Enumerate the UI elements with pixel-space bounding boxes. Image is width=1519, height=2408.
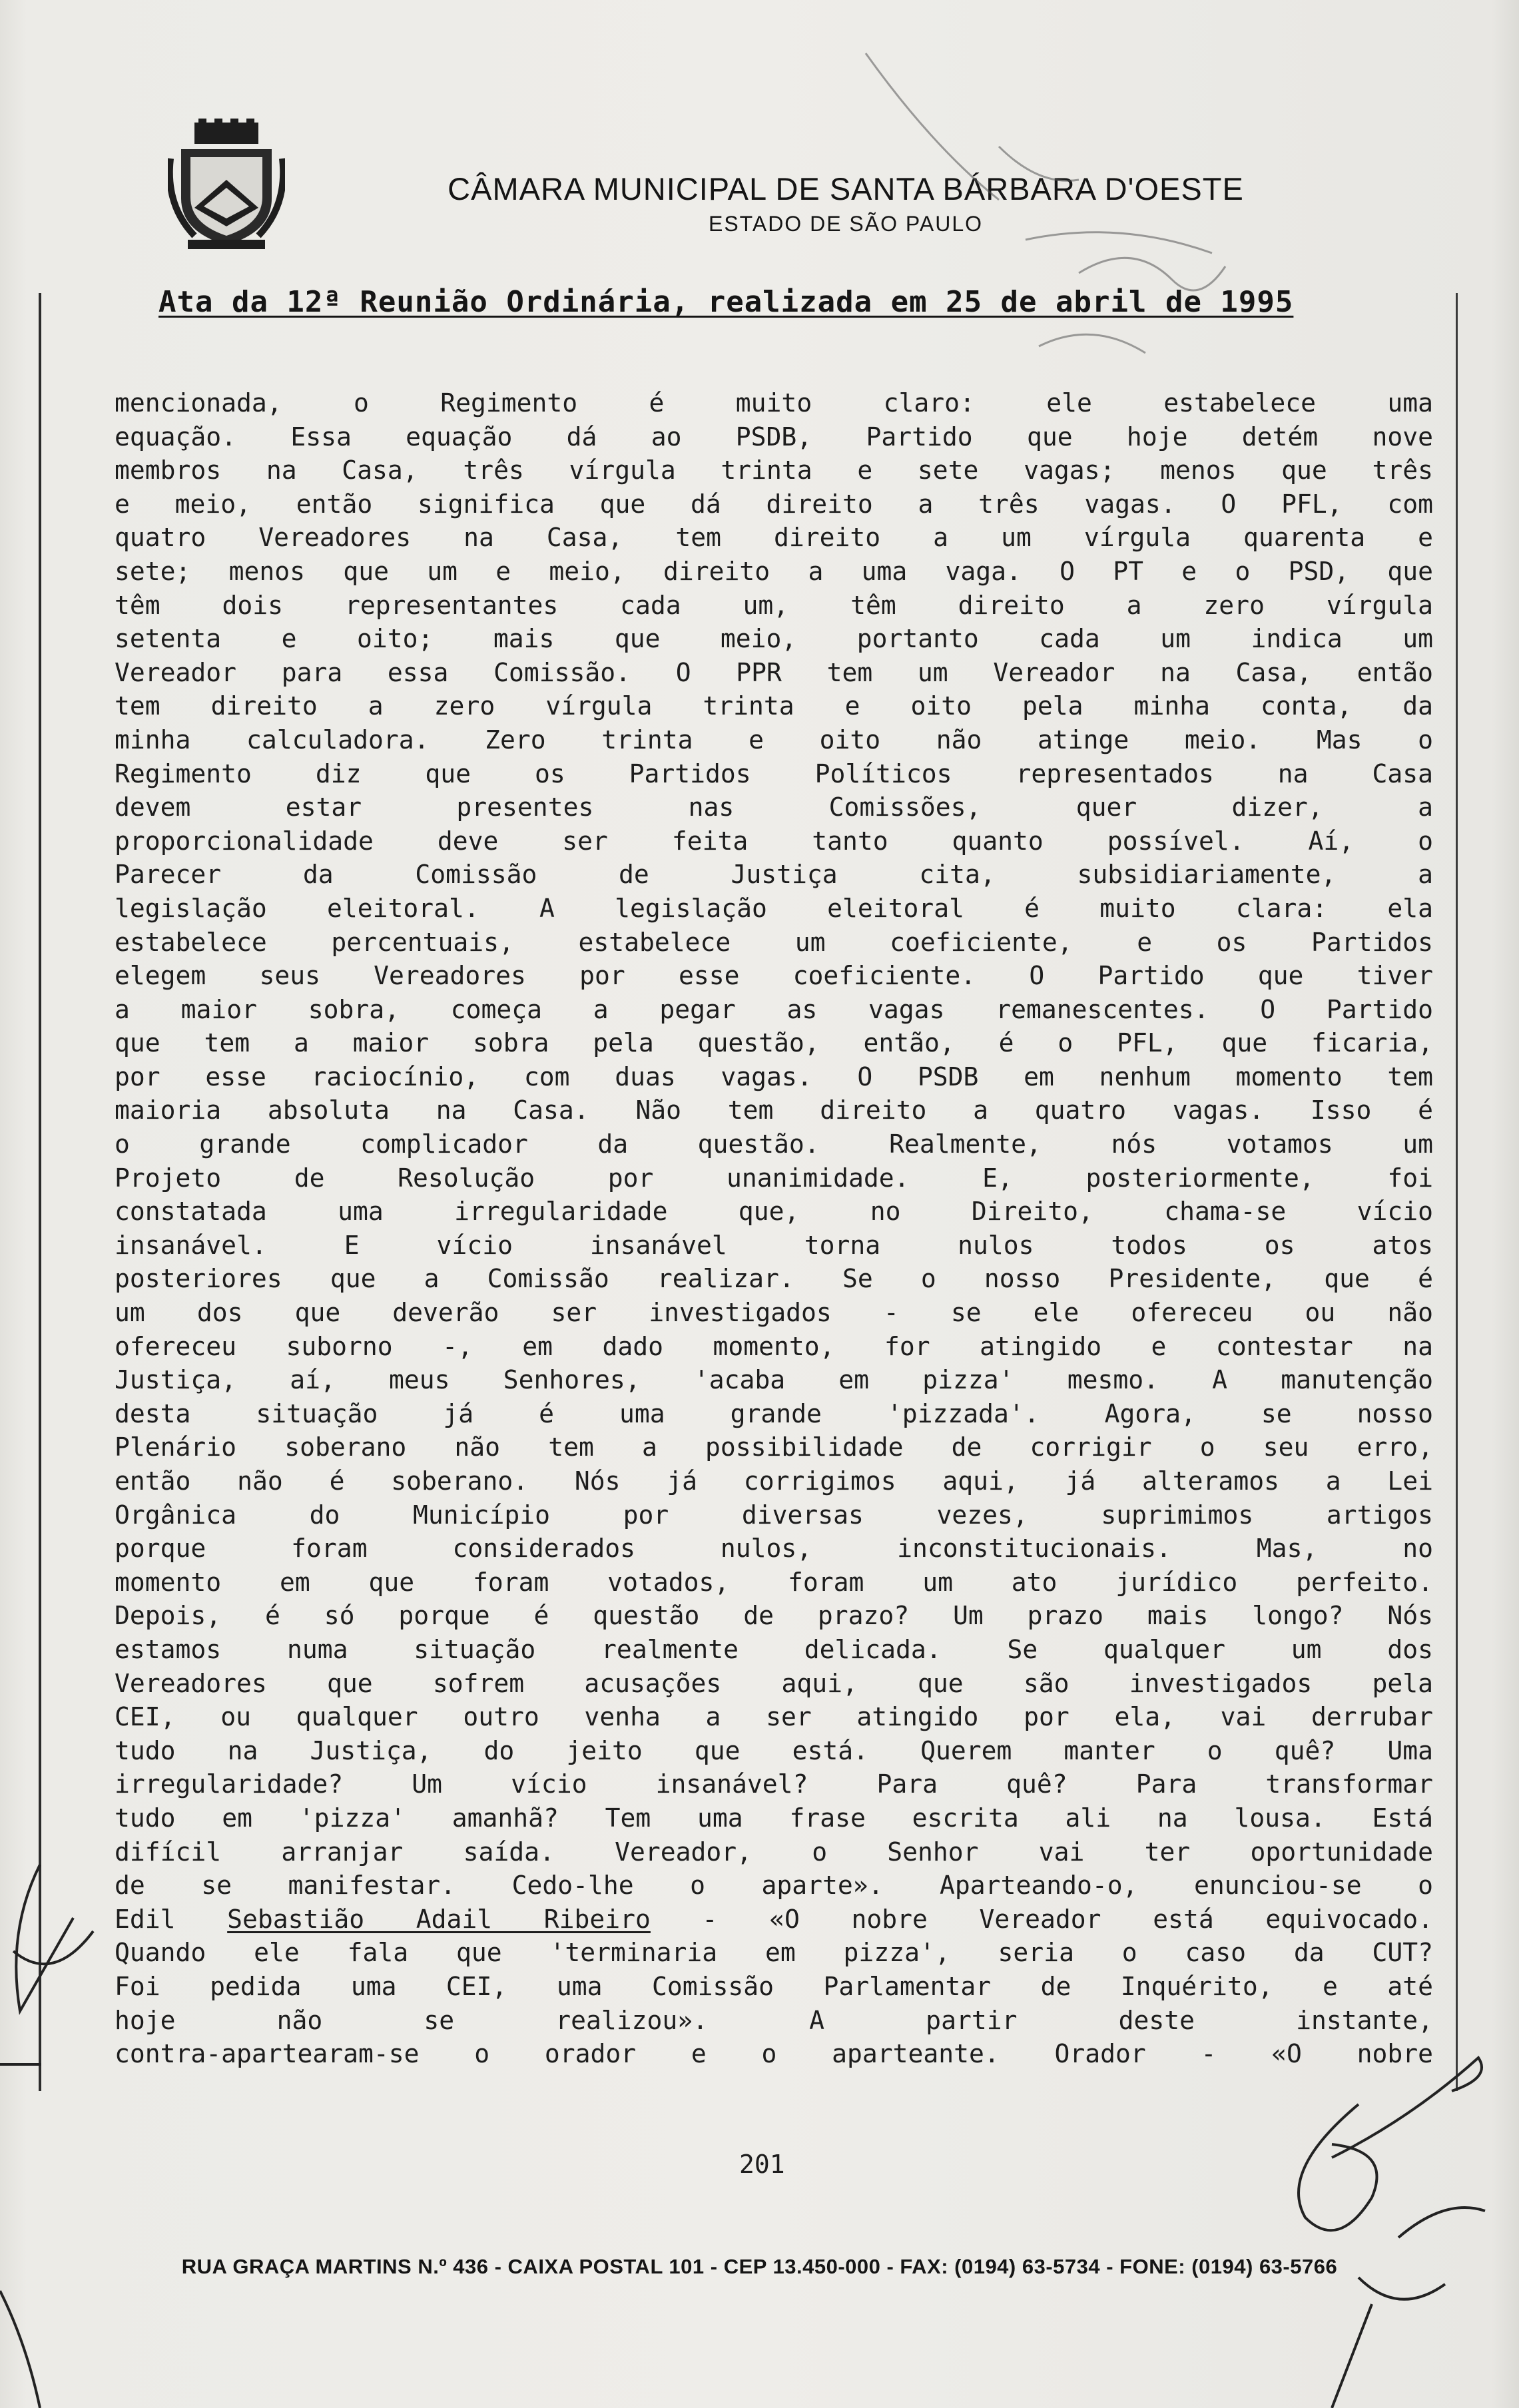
text-segment: Edil: [115, 1904, 228, 1934]
text-segment: que tem a maior sobra pela questão, então, é o PFL, que ficaria,: [115, 1028, 1433, 1058]
text-segment: mencionada, o Regimento é muito claro: ele estabelece uma: [115, 388, 1433, 418]
text-segment: - «O nobre Vereador está equivocado.: [650, 1904, 1434, 1934]
text-line: [115, 790, 1433, 824]
text-segment: constatada uma irregularidade que, no Direito, chama-se vício: [115, 1197, 1433, 1227]
text-line: [115, 757, 1433, 791]
text-segment: Vereador para essa Comissão. O PPR tem um Vereador na Casa, então: [115, 657, 1433, 687]
text-line: [115, 2004, 1433, 2038]
text-segment: Vereadores que sofrem acusações aqui, que são investigados pela: [115, 1668, 1433, 1698]
text-line: [115, 1229, 1433, 1263]
text-line: [115, 656, 1433, 690]
text-segment: equação. Essa equação dá ao PSDB, Partido que hoje detém nove: [115, 422, 1433, 452]
text-segment: setenta e oito; mais que meio, portanto cada um indica um: [115, 624, 1433, 654]
text-line: [115, 2037, 1433, 2071]
left-border-rule: [39, 293, 41, 2091]
text-line: [115, 1903, 1433, 1937]
text-segment: membros na Casa, três vírgula trinta e sete vagas; menos que três: [115, 455, 1433, 485]
text-line: [115, 1869, 1433, 1903]
text-line: [115, 959, 1433, 993]
text-segment: minha calculadora. Zero trinta e oito não atinge meio. Mas o: [115, 725, 1433, 754]
minutes-body: [115, 386, 1433, 2071]
text-line: [115, 420, 1433, 454]
text-line: [115, 1767, 1433, 1801]
text-segment: então não é soberano. Nós já corrigimos aqui, já alteramos a Lei: [115, 1466, 1433, 1496]
document-title: Ata da 12ª Reunião Ordinária, realizada em 25 de abril de 1995: [158, 285, 1294, 319]
text-segment: a maior sobra, começa a pegar as vagas remanescentes. O Partido: [115, 994, 1433, 1024]
text-segment: Orgânica do Município por diversas vezes, suprimimos artigos: [115, 1500, 1433, 1530]
text-segment: elegem seus Vereadores por esse coeficiente. O Partido que tiver: [115, 961, 1433, 991]
text-line: [115, 1161, 1433, 1195]
text-line: [115, 1970, 1433, 2004]
text-segment: momento em que foram votados, foram um ato jurídico perfeito.: [115, 1567, 1433, 1597]
text-segment: Projeto de Resolução por unanimidade. E, posteriormente, foi: [115, 1163, 1433, 1193]
text-segment: legislação eleitoral. A legislação eleitoral é muito clara: ela: [115, 893, 1433, 923]
state-name: ESTADO DE SÃO PAULO: [708, 212, 983, 236]
text-segment: têm dois representantes cada um, têm direito a zero vírgula: [115, 590, 1433, 620]
text-line: [115, 1532, 1433, 1566]
text-segment: sete; menos que um e meio, direito a uma vaga. O PT e o PSD, que: [115, 556, 1433, 586]
text-line: [115, 723, 1433, 757]
text-segment: Plenário soberano não tem a possibilidade de corrigir o seu erro,: [115, 1432, 1433, 1462]
text-segment: irregularidade? Um vício insanável? Para quê? Para transformar: [115, 1769, 1433, 1799]
text-segment: devem estar presentes nas Comissões, quer dizer, a: [115, 792, 1433, 822]
text-line: [115, 1330, 1433, 1364]
text-segment: CEI, ou qualquer outro venha a ser atingido por ela, vai derrubar: [115, 1702, 1433, 1732]
speaker-name: Sebastião Adail Ribeiro: [227, 1904, 651, 1934]
text-segment: e meio, então significa que dá direito a três vagas. O PFL, com: [115, 489, 1433, 519]
text-segment: ofereceu suborno -, em dado momento, for atingido e contestar na: [115, 1331, 1433, 1361]
text-segment: um dos que deverão ser investigados - se ele ofereceu ou não: [115, 1298, 1433, 1328]
text-line: [115, 1397, 1433, 1431]
text-segment: Regimento diz que os Partidos Políticos representados na Casa: [115, 758, 1433, 788]
text-segment: Depois, é só porque é questão de prazo? Um prazo mais longo? Nós: [115, 1601, 1433, 1631]
text-segment: insanável. E vício insanável torna nulos todos os atos: [115, 1230, 1433, 1260]
text-line: [115, 1734, 1433, 1768]
text-line: [115, 555, 1433, 589]
text-line: [115, 386, 1433, 420]
text-line: [115, 1262, 1433, 1296]
text-line: [115, 622, 1433, 656]
text-line: [115, 824, 1433, 858]
text-segment: Quando ele fala que 'terminaria em pizza', seria o caso da CUT?: [115, 1938, 1433, 1968]
text-segment: maioria absoluta na Casa. Não tem direito a quatro vagas. Isso é: [115, 1095, 1433, 1125]
text-segment: posteriores que a Comissão realizar. Se o nosso Presidente, que é: [115, 1264, 1433, 1294]
text-line: [115, 1464, 1433, 1498]
text-segment: proporcionalidade deve ser feita tanto quanto possível. Aí, o: [115, 826, 1433, 856]
text-segment: tudo na Justiça, do jeito que está. Querem manter o quê? Uma: [115, 1735, 1433, 1765]
text-line: [115, 993, 1433, 1027]
text-segment: desta situação já é uma grande 'pizzada'. Agora, se nosso: [115, 1398, 1433, 1428]
text-line: [115, 1667, 1433, 1701]
text-segment: contra-apartearam-se o orador e o aparteante. Orador - «O nobre: [115, 2039, 1433, 2069]
text-line: [115, 1633, 1433, 1667]
text-segment: de se manifestar. Cedo-lhe o aparte». Aparteando-o, enunciou-se o: [115, 1871, 1433, 1901]
text-segment: porque foram considerados nulos, inconstitucionais. Mas, no: [115, 1534, 1433, 1564]
text-line: [115, 926, 1433, 960]
text-line: [115, 521, 1433, 555]
text-line: [115, 453, 1433, 487]
text-line: [115, 1498, 1433, 1532]
text-line: [115, 1599, 1433, 1633]
text-line: [115, 1835, 1433, 1869]
text-segment: por esse raciocínio, com duas vagas. O PSDB em nenhum momento tem: [115, 1061, 1433, 1091]
text-line: [115, 1801, 1433, 1835]
text-segment: estamos numa situação realmente delicada. Se qualquer um dos: [115, 1634, 1433, 1664]
text-line: [115, 1127, 1433, 1161]
text-segment: difícil arranjar saída. Vereador, o Senhor vai ter oportunidade: [115, 1837, 1433, 1867]
text-line: [115, 892, 1433, 926]
right-border-rule: [1456, 293, 1458, 2091]
text-line: [115, 1093, 1433, 1127]
text-line: [115, 1296, 1433, 1330]
text-line: [115, 1060, 1433, 1094]
text-line: [115, 1700, 1433, 1734]
text-segment: Parecer da Comissão de Justiça cita, subsidiariamente, a: [115, 860, 1433, 890]
text-segment: estabelece percentuais, estabelece um coeficiente, e os Partidos: [115, 927, 1433, 957]
text-line: [115, 1026, 1433, 1060]
text-line: [115, 1363, 1433, 1397]
footer-address: RUA GRAÇA MARTINS N.º 436 - CAIXA POSTAL 101 - CEP 13.450-000 - FAX: (0194) 63-5734 - FONE: (0194) 63-5766: [181, 2255, 1338, 2278]
text-line: [115, 858, 1433, 892]
text-segment: o grande complicador da questão. Realmente, nós votamos um: [115, 1129, 1433, 1159]
coat-of-arms-icon: [168, 119, 285, 252]
text-line: [115, 689, 1433, 723]
text-line: [115, 1430, 1433, 1464]
text-segment: tem direito a zero vírgula trinta e oito pela minha conta, da: [115, 691, 1433, 721]
text-line: [115, 1195, 1433, 1229]
text-segment: Justiça, aí, meus Senhores, 'acaba em pizza' mesmo. A manutenção: [115, 1365, 1433, 1395]
page-number: 201: [739, 2150, 785, 2179]
text-segment: quatro Vereadores na Casa, tem direito a um vírgula quarenta e: [115, 523, 1433, 553]
text-segment: tudo em 'pizza' amanhã? Tem uma frase escrita ali na lousa. Está: [115, 1803, 1433, 1833]
text-segment: hoje não se realizou». A partir deste instante,: [115, 2005, 1433, 2035]
text-segment: Foi pedida uma CEI, uma Comissão Parlamentar de Inquérito, e até: [115, 1971, 1433, 2001]
text-line: [115, 589, 1433, 623]
org-name: CÂMARA MUNICIPAL DE SANTA BÁRBARA D'OESTE: [448, 171, 1244, 206]
text-line: [115, 487, 1433, 521]
text-line: [115, 1936, 1433, 1970]
text-line: [115, 1566, 1433, 1600]
